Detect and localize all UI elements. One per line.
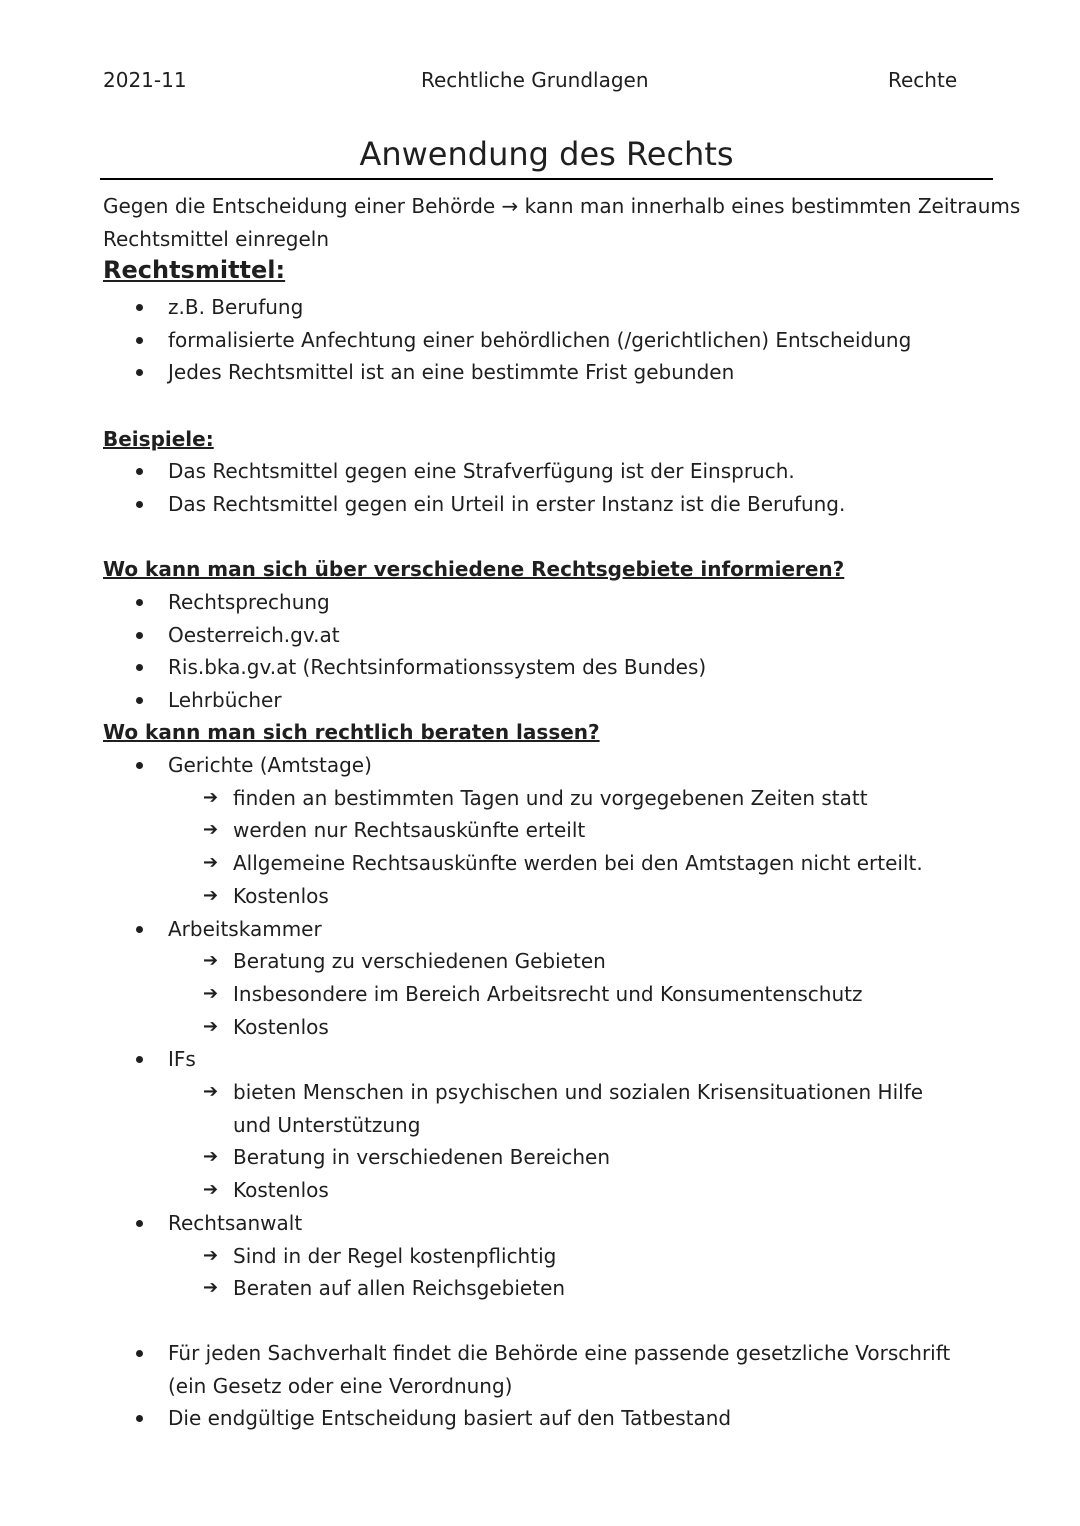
beispiele-heading: Beispiele: bbox=[103, 427, 214, 451]
header-topic: Rechte bbox=[888, 68, 958, 92]
sub-item bbox=[168, 880, 933, 913]
arrow-right-icon: ➔ bbox=[203, 982, 219, 1004]
beraten-list bbox=[0, 749, 933, 1305]
sub-item-text: werden nur Rechtsauskünfte erteilt bbox=[233, 818, 586, 843]
sub-item bbox=[168, 847, 933, 880]
arbeitskammer-sublist bbox=[168, 945, 933, 1043]
sub-item-text: Insbesondere im Bereich Arbeitsrecht und Konsumentenschutz bbox=[233, 981, 863, 1006]
sub-item-text: Allgemeine Rechtsauskünfte werden bei den Amtstagen nicht erteilt. bbox=[233, 851, 923, 876]
list-item-arbeitskammer bbox=[0, 913, 933, 1044]
list-item: Rechtsprechung bbox=[0, 586, 706, 619]
beraten-heading: Wo kann man sich rechtlich beraten lassen? bbox=[103, 720, 600, 744]
arrow-right-icon: ➔ bbox=[203, 819, 219, 841]
list-item bbox=[0, 1337, 958, 1402]
list-item: Jedes Rechtsmittel ist an eine bestimmte Frist gebunden bbox=[0, 356, 911, 389]
intro-line-2: Rechtsmittel einregeln bbox=[103, 227, 330, 251]
group-label: Gerichte (Amtstage) bbox=[168, 753, 372, 777]
header-subject: Rechtliche Grundlagen bbox=[421, 68, 649, 92]
arrow-right-icon: ➔ bbox=[203, 1244, 219, 1266]
list-item: Ris.bka.gv.at (Rechtsinformationssystem des Bundes) bbox=[0, 651, 706, 684]
gerichte-sublist bbox=[168, 782, 933, 913]
list-item-gerichte bbox=[0, 749, 933, 913]
header-date: 2021-11 bbox=[103, 68, 187, 92]
list-item: z.B. Berufung bbox=[0, 291, 911, 324]
list-item: Oesterreich.gv.at bbox=[0, 619, 706, 652]
informieren-heading: Wo kann man sich über verschiedene Rechtsgebiete informieren? bbox=[103, 557, 845, 581]
group-label: Arbeitskammer bbox=[168, 916, 322, 941]
arrow-right-icon: ➔ bbox=[203, 1146, 219, 1168]
rechtsmittel-heading: Rechtsmittel: bbox=[103, 256, 286, 284]
page-title: Anwendung des Rechts bbox=[100, 132, 993, 180]
sub-item bbox=[168, 1141, 933, 1174]
sub-item bbox=[168, 978, 933, 1011]
sub-item bbox=[168, 1272, 933, 1305]
sub-item bbox=[168, 1076, 933, 1141]
schluss-list bbox=[0, 1337, 958, 1435]
sub-item-text: Beraten auf allen Reichsgebieten bbox=[233, 1276, 566, 1301]
beispiele-list bbox=[0, 455, 845, 520]
sub-item bbox=[168, 1011, 933, 1044]
sub-item bbox=[168, 782, 933, 815]
sub-item bbox=[168, 1240, 933, 1273]
arrow-right-icon: ➔ bbox=[203, 884, 219, 906]
sub-item-text: Kostenlos bbox=[233, 1014, 329, 1039]
rechtsmittel-list bbox=[0, 291, 911, 389]
list-item-rechtsanwalt bbox=[0, 1207, 933, 1305]
arrow-right-icon: ➔ bbox=[203, 950, 219, 972]
sub-item bbox=[168, 814, 933, 847]
intro-line-1: Gegen die Entscheidung einer Behörde → kann man innerhalb eines bestimmten Zeitraums bbox=[103, 194, 1021, 218]
group-label: Rechtsanwalt bbox=[168, 1210, 303, 1235]
list-item: Das Rechtsmittel gegen eine Strafverfügung ist der Einspruch. bbox=[0, 455, 845, 488]
sub-item-text: Kostenlos bbox=[233, 1178, 329, 1203]
arrow-right-icon: ➔ bbox=[203, 786, 219, 808]
sub-item-text: Beratung in verschiedenen Bereichen bbox=[233, 1145, 610, 1170]
list-item: formalisierte Anfechtung einer behördlichen (/gerichtlichen) Entscheidung bbox=[0, 324, 911, 357]
group-label: IFs bbox=[168, 1047, 196, 1072]
arrow-right-icon: ➔ bbox=[203, 1015, 219, 1037]
sub-item-text: bieten Menschen in psychischen und sozialen Krisensituationen Hilfe und Unterstützung bbox=[233, 1080, 924, 1137]
sub-item-text: Kostenlos bbox=[233, 883, 329, 908]
list-item-text: Für jeden Sachverhalt findet die Behörde eine passende gesetzliche Vorschrift (ein Gesetz oder eine Verordnung) bbox=[168, 1341, 951, 1398]
informieren-list bbox=[0, 586, 706, 717]
sub-item-text: Beratung zu verschiedenen Gebieten bbox=[233, 949, 606, 974]
ifs-sublist bbox=[168, 1076, 933, 1207]
list-item-ifs bbox=[0, 1043, 933, 1207]
list-item: Die endgültige Entscheidung basiert auf den Tatbestand bbox=[0, 1402, 958, 1435]
sub-item-text: Sind in der Regel kostenpflichtig bbox=[233, 1243, 557, 1268]
list-item: Lehrbücher bbox=[0, 684, 706, 717]
sub-item bbox=[168, 1174, 933, 1207]
rechtsanwalt-sublist bbox=[168, 1240, 933, 1305]
sub-item bbox=[168, 945, 933, 978]
arrow-right-icon: ➔ bbox=[203, 852, 219, 874]
arrow-right-icon: ➔ bbox=[203, 1081, 219, 1103]
arrow-right-icon: ➔ bbox=[203, 1277, 219, 1299]
sub-item-text: finden an bestimmten Tagen und zu vorgegebenen Zeiten statt bbox=[233, 785, 868, 810]
list-item: Das Rechtsmittel gegen ein Urteil in erster Instanz ist die Berufung. bbox=[0, 488, 845, 521]
arrow-right-icon: ➔ bbox=[203, 1179, 219, 1201]
